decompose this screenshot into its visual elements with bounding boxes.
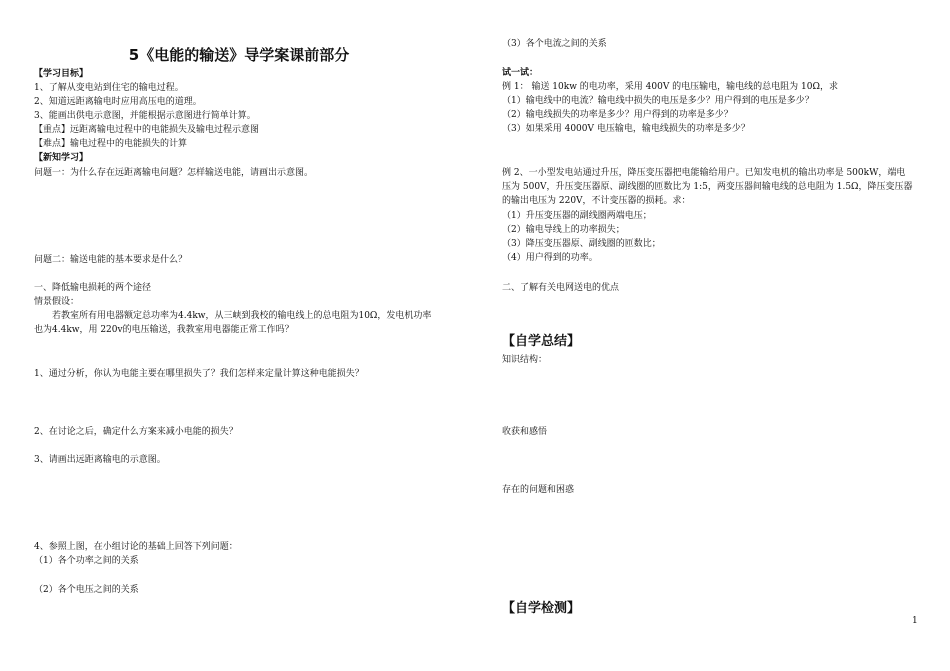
question-2: 问题二：输送电能的基本要求是什么？: [34, 255, 188, 265]
example-1-q3: （3）如果采用 4000V 电压输电，输电线损失的功率是多少？: [502, 124, 750, 134]
example-2-q2: （2）输电导线上的功率损失；: [502, 225, 625, 235]
problems-label: 存在的问题和困惑: [502, 485, 575, 495]
example-2-line-3: 的输出电压为 220V，不计变压器的损耗。求：: [502, 196, 691, 206]
item-4-3: （3）各个电流之间的关系: [502, 39, 607, 49]
new-knowledge-heading: 【新知学习】: [34, 153, 89, 163]
objective-3: 3、能画出供电示意图，并能根据示意图进行简单计算。: [34, 111, 256, 121]
question-1: 问题一：为什么存在远距离输电问题？怎样输送电能，请画出示意图。: [34, 168, 314, 178]
try-heading: 试一试：: [502, 68, 539, 78]
self-test-heading: 【自学检测】: [502, 601, 581, 616]
objective-2: 2、知道远距离输电时应用高压电的道理。: [34, 97, 202, 107]
scenario-label: 情景假设：: [34, 297, 80, 307]
difficulty: 【难点】输电过程中的电能损失的计算: [34, 139, 188, 149]
example-2-line-1: 例 2、一小型发电站通过升压，降压变压器把电能输给用户。已知发电机的输出功率是 500kW，端电: [502, 168, 906, 178]
section-2-heading: 二、了解有关电网送电的优点: [502, 283, 620, 293]
gains-label: 收获和感悟: [502, 427, 548, 437]
example-2-q4: （4）用户得到的功率。: [502, 253, 598, 263]
page-number: 1: [912, 616, 918, 626]
section-1-heading: 一、降低输电损耗的两个途径: [34, 283, 152, 293]
item-1: 1、通过分析，你认为电能主要在哪里损失了？我们怎样来定量计算这种电能损失？: [34, 369, 364, 379]
item-3: 3、请画出远距离输电的示意图。: [34, 455, 166, 465]
scenario-line-2: 也为4.4kw，用 220v的电压输送，我教室用电器能正常工作吗？: [34, 325, 294, 335]
objective-1: 1、了解从变电站到住宅的输电过程。: [34, 83, 184, 93]
scenario-line-1: 若教室所有用电器额定总功率为4.4kw，从三峡到我校的输电线上的总电阻为10Ω，发电机功率: [52, 311, 432, 321]
knowledge-structure-label: 知识结构：: [502, 355, 548, 365]
item-4-1: （1）各个功率之间的关系: [34, 556, 139, 566]
objectives-heading: 【学习目标】: [34, 69, 89, 79]
example-1-q1: （1）输电线中的电流？输电线中损失的电压是多少？用户得到的电压是多少？: [502, 96, 814, 106]
example-1-q2: （2）输电线损失的功率是多少？用户得到的功率是多少？: [502, 110, 733, 120]
item-4: 4、参照上图，在小组讨论的基础上回答下列问题：: [34, 542, 238, 552]
example-2-q3: （3）降压变压器原、副线圈的匝数比；: [502, 239, 661, 249]
page-title: 5《电能的输送》导学案课前部分: [128, 46, 350, 64]
key-point: 【重点】远距离输电过程中的电能损失及输电过程示意图: [34, 125, 260, 135]
item-4-2: （2）各个电压之间的关系: [34, 585, 139, 595]
example-2-q1: （1）升压变压器的副线圈两端电压；: [502, 211, 652, 221]
self-summary-heading: 【自学总结】: [502, 334, 581, 349]
example-1: 例 1： 输送 10kw 的电功率，采用 400V 的电压输电，输电线的总电阻为 10Ω，求: [502, 82, 838, 92]
example-2-line-2: 压为 500V，升压变压器原、副线圈的匝数比为 1:5，两变压器间输电线的总电阻为 1.5Ω，降压变压器: [502, 182, 913, 192]
item-2: 2、在讨论之后，确定什么方案来减小电能的损失？: [34, 427, 238, 437]
